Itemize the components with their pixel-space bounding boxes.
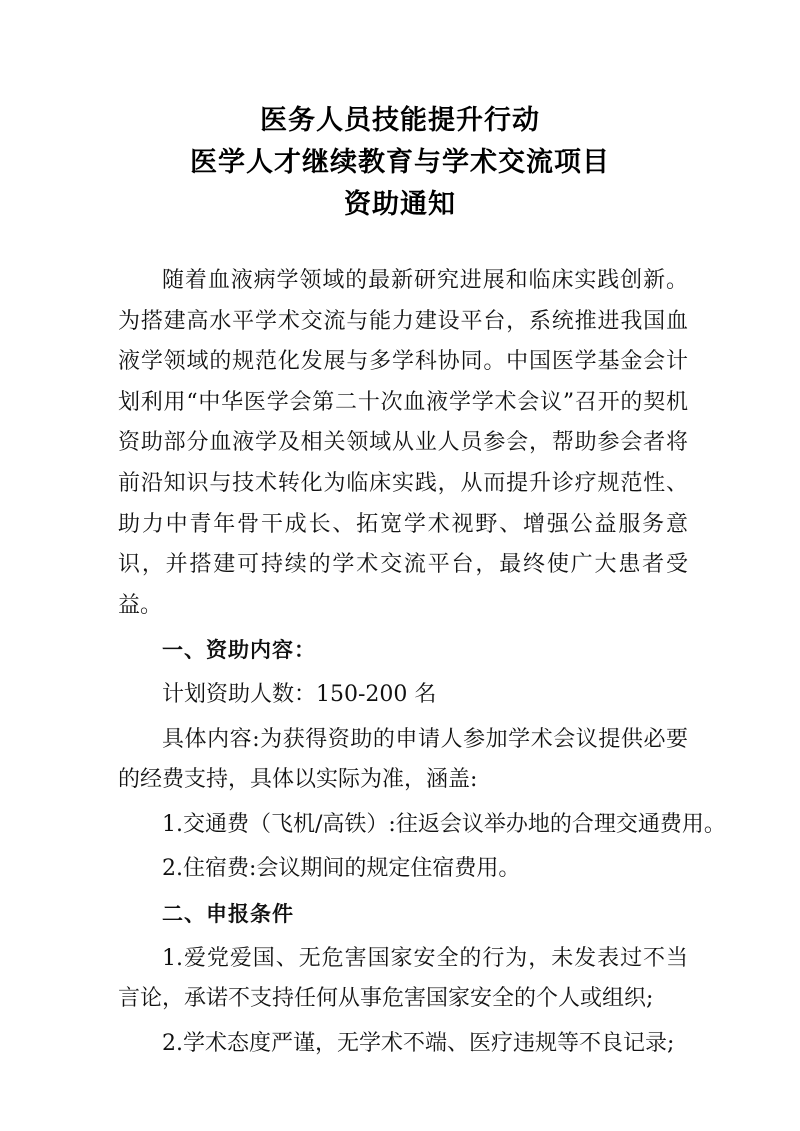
section-1-heading: 一、资助内容： — [162, 638, 316, 663]
condition-item-2: 2.学术态度严谨，无学术不端、医疗违规等不良记录; — [162, 1030, 675, 1056]
document-title — [0, 100, 800, 226]
document-body — [118, 261, 726, 1064]
condition-item-1: 1.爱党爱国、无危害国家安全的行为，未发表过不当言论，承诺不支持任何从事危害国家安全的个人或组织; — [118, 945, 688, 1012]
title-line-3: 资助通知 — [344, 189, 456, 220]
funding-count: 计划资助人数：150-200 名 — [162, 681, 437, 707]
title-line-1: 医务人员技能提升行动 — [260, 105, 540, 136]
funding-content: 具体内容:为获得资助的申请人参加学术会议提供必要的经费支持，具体以实际为准，涵盖: — [118, 726, 688, 793]
intro-paragraph: 随着血液病学领域的最新研究进展和临床实践创新。为搭建高水平学术交流与能力建设平台，系统推进我国血液学领域的规范化发展与多学科协同。中国医学基金会计划利用“中华医学会第二十次血液学学术会议”召开的契机资助部分血液学及相关领域从业人员参会，帮助参会者将前沿知识与技术转化为临床实践，从而提升诊疗规范性、助力中青年骨干成长、拓宽学术视野、增强公益服务意识，并搭建可持续的学术交流平台，最终使广大患者受益。 — [118, 268, 688, 618]
funding-item-transport: 1.交通费（飞机/高铁）:往返会议举办地的合理交通费用。 — [162, 811, 726, 837]
title-line-2: 医学人才继续教育与学术交流项目 — [190, 147, 610, 178]
section-2-heading: 二、申报条件 — [162, 901, 294, 926]
funding-item-lodging: 2.住宿费:会议期间的规定住宿费用。 — [162, 856, 521, 882]
